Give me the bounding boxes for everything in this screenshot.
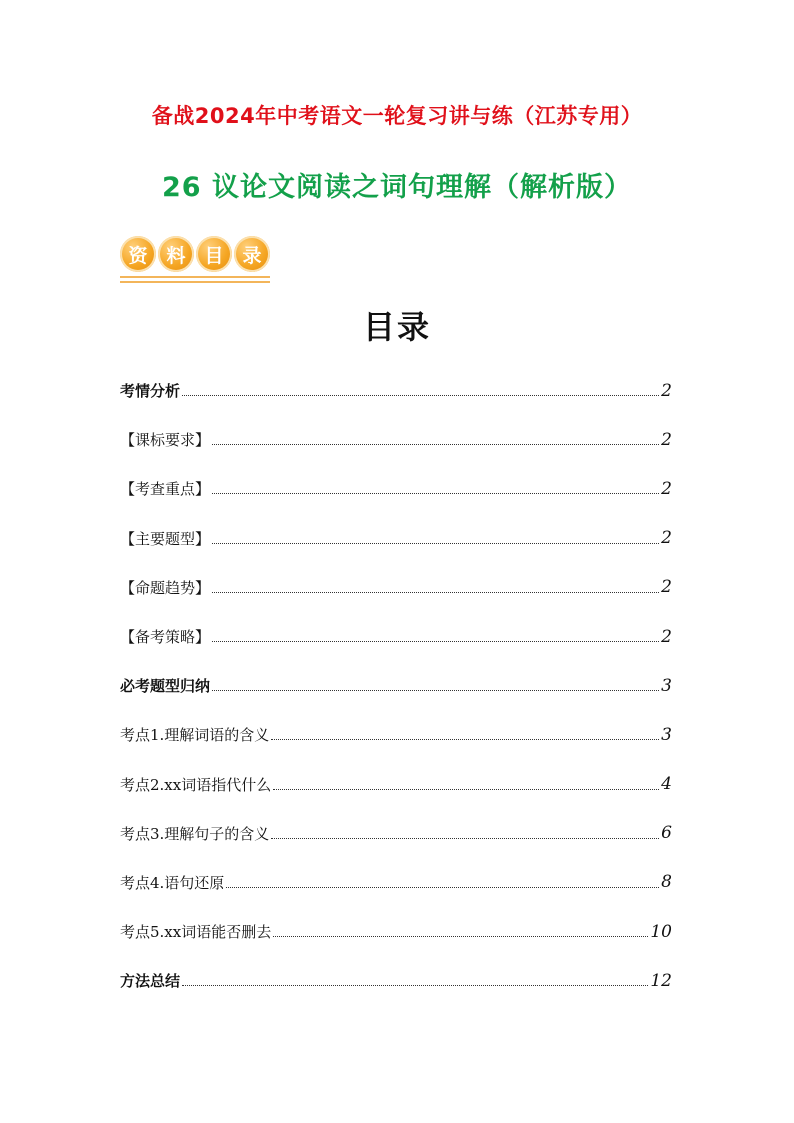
document-title: 备战2024年中考语文一轮复习讲与练（江苏专用） bbox=[151, 104, 643, 128]
badge-underline bbox=[120, 276, 270, 283]
toc-entry-page: 2 bbox=[661, 577, 672, 598]
toc-entry-label: 考点2.xx词语指代什么 bbox=[120, 775, 272, 794]
toc-dot-leader bbox=[182, 395, 659, 396]
toc-entry-label: 【考查重点】 bbox=[120, 480, 211, 499]
toc-entry-page: 2 bbox=[661, 626, 672, 647]
toc-entry[interactable] bbox=[120, 760, 672, 809]
toc-entry[interactable] bbox=[120, 563, 672, 612]
toc-entry-label: 考点1.理解词语的含义 bbox=[120, 726, 270, 745]
toc-entry-page: 2 bbox=[661, 478, 672, 499]
toc-entry-label: 考点4.语句还原 bbox=[120, 873, 225, 892]
toc-dot-leader bbox=[212, 592, 659, 593]
toc-entry[interactable] bbox=[120, 415, 672, 464]
toc-dot-leader bbox=[212, 690, 659, 691]
toc-entry-label: 考情分析 bbox=[120, 382, 181, 401]
toc-dot-leader bbox=[212, 641, 659, 642]
toc-entry-page: 6 bbox=[661, 823, 672, 844]
toc-entry[interactable] bbox=[120, 809, 672, 858]
toc-entry-page: 12 bbox=[650, 970, 672, 991]
toc-entry[interactable] bbox=[120, 661, 672, 710]
badge-char-3: 目 bbox=[196, 236, 232, 272]
badge-char-1: 资 bbox=[120, 236, 156, 272]
toc-dot-leader bbox=[212, 543, 659, 544]
toc-entry-page: 2 bbox=[661, 528, 672, 549]
toc-entry[interactable] bbox=[120, 514, 672, 563]
toc-entry-page: 3 bbox=[661, 724, 672, 745]
toc-dot-leader bbox=[212, 444, 659, 445]
badge-char-2: 料 bbox=[158, 236, 194, 272]
toc-entry[interactable] bbox=[120, 956, 672, 1005]
toc-entry-label: 考点3.理解句子的含义 bbox=[120, 824, 270, 843]
table-of-contents bbox=[120, 366, 672, 1005]
toc-entry[interactable] bbox=[120, 710, 672, 759]
toc-entry-page: 3 bbox=[661, 675, 672, 696]
toc-dot-leader bbox=[226, 887, 659, 888]
toc-entry-page: 10 bbox=[650, 921, 672, 942]
toc-entry[interactable] bbox=[120, 612, 672, 661]
toc-entry-label: 【备考策略】 bbox=[120, 628, 211, 647]
toc-dot-leader bbox=[271, 838, 659, 839]
toc-dot-leader bbox=[212, 493, 659, 494]
toc-badge bbox=[120, 236, 272, 288]
document-subtitle: 26 议论文阅读之词句理解（解析版） bbox=[162, 172, 632, 203]
toc-entry-page: 4 bbox=[661, 774, 672, 795]
toc-entry-label: 【命题趋势】 bbox=[120, 578, 211, 597]
toc-entry-page: 2 bbox=[661, 429, 672, 450]
toc-entry[interactable] bbox=[120, 907, 672, 956]
toc-entry-label: 【主要题型】 bbox=[120, 529, 211, 548]
toc-entry-page: 8 bbox=[661, 872, 672, 893]
toc-entry-label: 方法总结 bbox=[120, 972, 181, 991]
toc-dot-leader bbox=[271, 739, 659, 740]
toc-entry-label: 考点5.xx词语能否删去 bbox=[120, 923, 272, 942]
toc-dot-leader bbox=[182, 985, 648, 986]
toc-dot-leader bbox=[273, 789, 659, 790]
badge-char-4: 录 bbox=[234, 236, 270, 272]
toc-entry-page: 2 bbox=[661, 380, 672, 401]
toc-entry[interactable] bbox=[120, 464, 672, 513]
toc-entry[interactable] bbox=[120, 366, 672, 415]
toc-dot-leader bbox=[273, 936, 648, 937]
toc-entry-label: 必考题型归纳 bbox=[120, 677, 211, 696]
toc-entry-label: 【课标要求】 bbox=[120, 431, 211, 450]
toc-heading: 目录 bbox=[362, 308, 431, 346]
toc-entry[interactable] bbox=[120, 858, 672, 907]
